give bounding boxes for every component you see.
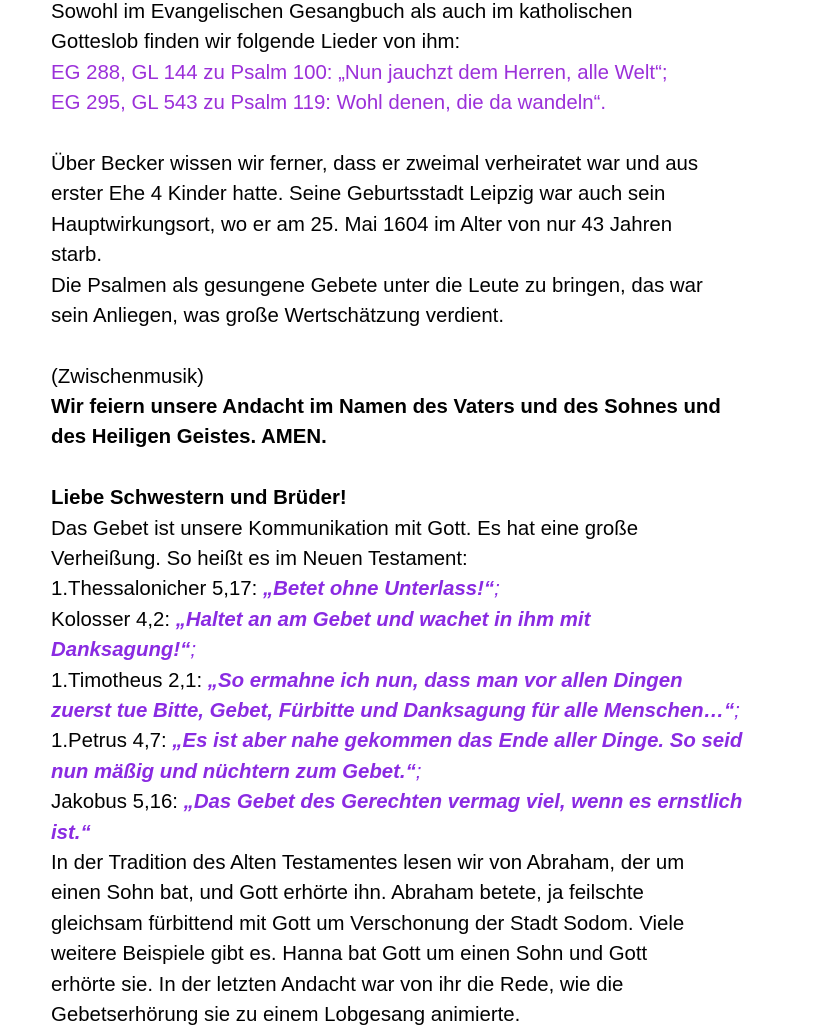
spacer	[51, 119, 821, 149]
verse-kolosser-cont	[51, 635, 821, 665]
interlude-note: (Zwischenmusik)	[51, 365, 204, 388]
verse-quote: „Das Gebet des Gerechten vermag viel, wenn es ernstlich	[183, 791, 743, 814]
intro-line-1: Sowohl im Evangelischen Gesangbuch als auch im katholischen	[51, 1, 633, 23]
verse-quote: „So ermahne ich nun, dass man vor allen Dingen	[207, 669, 683, 692]
spacer	[51, 453, 821, 483]
verse-quote: „Haltet an am Gebet und wachet in ihm mit	[175, 608, 591, 631]
verse-kolosser	[51, 605, 821, 635]
verse-jakobus	[51, 787, 821, 817]
prayer-intro-line-1: Das Gebet ist unsere Kommunikation mit Gott. Es hat eine große	[51, 517, 639, 540]
verse-terminator: ;	[190, 639, 197, 662]
verse-timotheus-cont	[51, 696, 821, 726]
tradition-line-6: Gebetserhörung sie zu einem Lobgesang animierte.	[51, 1003, 521, 1026]
verse-terminator: ;	[494, 578, 500, 601]
verse-timotheus	[51, 666, 821, 696]
song-line-1: EG 288, GL 144 zu Psalm 100: „Nun jauchzt dem Herren, alle Welt“;	[51, 61, 668, 84]
verse-terminator: ;	[734, 699, 740, 722]
song-line-2: EG 295, GL 543 zu Psalm 119: Wohl denen, die da wandeln“.	[51, 92, 607, 115]
verse-reference: Jakobus 5,16:	[51, 791, 184, 814]
intro-line-2: Gotteslob finden wir folgende Lieder von ihm:	[51, 31, 461, 54]
becker-line-2: erster Ehe 4 Kinder hatte. Seine Geburtsstadt Leipzig war auch sein	[51, 183, 666, 206]
greeting: Liebe Schwestern und Brüder!	[51, 487, 347, 510]
tradition-line-4: weitere Beispiele gibt es. Hanna bat Gott um einen Sohn und Gott	[51, 943, 648, 966]
verse-quote: nun mäßig und nüchtern zum Gebet.“	[51, 760, 416, 783]
verse-petrus-cont	[51, 757, 821, 787]
becker-line-5: Die Psalmen als gesungene Gebete unter die Leute zu bringen, das war	[51, 274, 703, 297]
verse-quote: ist.“	[51, 821, 91, 844]
invocation-line-1: Wir feiern unsere Andacht im Namen des Vaters und des Sohnes und	[51, 396, 721, 419]
tradition-line-5: erhörte sie. In der letzten Andacht war von ihr die Rede, wie die	[51, 973, 624, 996]
verse-reference: 1.Thessalonicher 5,17:	[51, 578, 263, 601]
becker-line-6: sein Anliegen, was große Wertschätzung verdient.	[51, 304, 504, 327]
prayer-intro-line-2: Verheißung. So heißt es im Neuen Testament:	[51, 548, 468, 571]
document-page	[51, 0, 821, 1030]
tradition-line-1: In der Tradition des Alten Testamentes lesen wir von Abraham, der um	[51, 851, 685, 874]
verse-thessalonicher	[51, 574, 821, 604]
verse-quote: Danksagung!“	[51, 639, 191, 662]
verse-quote: „Betet ohne Unterlass!“	[262, 578, 495, 601]
tradition-line-3: gleichsam fürbittend mit Gott um Verschonung der Stadt Sodom. Viele	[51, 912, 685, 935]
invocation-line-2: des Heiligen Geistes. AMEN.	[51, 426, 327, 449]
verse-reference: 1.Timotheus 2,1:	[51, 669, 208, 692]
verse-quote: „Es ist aber nahe gekommen das Ende aller Dinge. So seid	[172, 730, 743, 753]
becker-line-3: Hauptwirkungsort, wo er am 25. Mai 1604 im Alter von nur 43 Jahren	[51, 213, 673, 236]
becker-line-1: Über Becker wissen wir ferner, dass er zweimal verheiratet war und aus	[51, 152, 699, 175]
spacer	[51, 331, 821, 361]
verse-petrus	[51, 726, 821, 756]
tradition-line-2: einen Sohn bat, und Gott erhörte ihn. Abraham betete, ja feilschte	[51, 882, 644, 905]
verse-quote: zuerst tue Bitte, Gebet, Fürbitte und Danksagung für alle Menschen…“	[51, 699, 735, 722]
verse-reference: 1.Petrus 4,7:	[51, 730, 173, 753]
becker-line-4: starb.	[51, 244, 102, 267]
verse-reference: Kolosser 4,2:	[51, 608, 176, 631]
verse-jakobus-cont	[51, 818, 821, 848]
verse-terminator: ;	[415, 760, 422, 783]
